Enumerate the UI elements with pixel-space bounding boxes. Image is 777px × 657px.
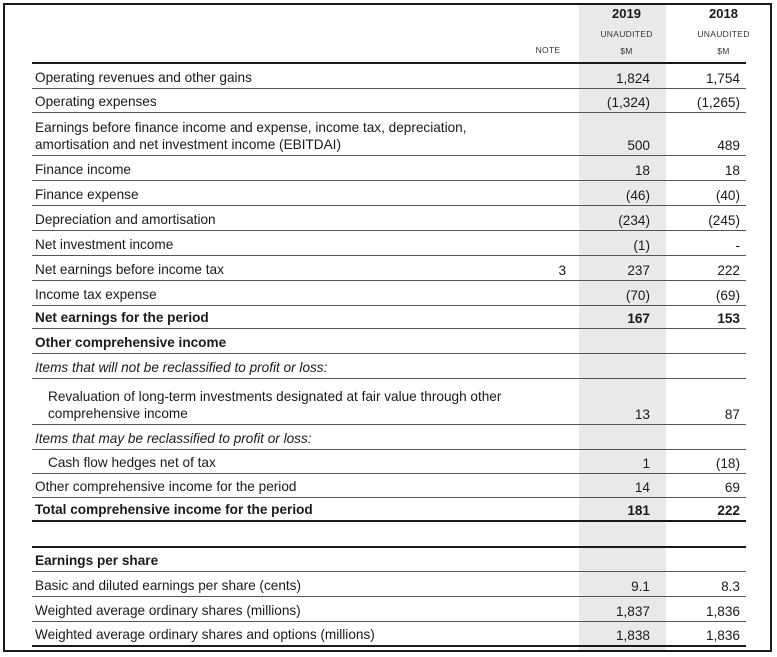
value-2019: 1,837	[615, 604, 650, 619]
value-2018: 222	[717, 263, 740, 278]
row-label: Finance expense	[35, 187, 139, 202]
value-2018: 18	[724, 163, 740, 178]
row-label: Net earnings for the period	[35, 310, 209, 325]
header-status-2018: UNAUDITED	[697, 29, 750, 39]
header-unit-2018: $M	[717, 46, 730, 56]
value-2019: (1,324)	[606, 95, 650, 110]
row-label: Basic and diluted earnings per share (cents)	[35, 578, 301, 593]
table-row	[32, 181, 746, 205]
value-2018: (18)	[715, 456, 740, 471]
value-2018: (1,265)	[696, 95, 740, 110]
subheading-not-reclassified	[32, 354, 746, 378]
row-label: Depreciation and amortisation	[35, 212, 216, 227]
value-2018: 87	[724, 407, 740, 422]
value-2019: 167	[627, 311, 650, 326]
value-2019: (46)	[625, 188, 650, 203]
table-row	[32, 281, 746, 305]
header-year-2019: 2019	[612, 6, 641, 21]
row-label: Net earnings before income tax	[35, 262, 224, 277]
value-2018: 69	[724, 480, 740, 495]
total-rule	[32, 520, 746, 522]
row-label: Revaluation of long-term investments designated at fair value through other comprehensive income	[48, 389, 502, 421]
value-2019: 18	[634, 163, 650, 178]
column-header-2019	[583, 6, 670, 56]
table-row	[32, 206, 746, 230]
value-2018: 489	[717, 138, 740, 153]
section-heading-eps	[32, 547, 746, 571]
row-label: Total comprehensive income for the period	[35, 502, 313, 517]
value-2019: 1	[642, 456, 650, 471]
value-2018: 1,836	[705, 628, 740, 643]
table-row	[32, 572, 746, 596]
value-2019: (234)	[618, 213, 650, 228]
row-label: Operating expenses	[35, 94, 157, 109]
value-2019: 1,838	[615, 628, 650, 643]
value-2019: (1)	[633, 238, 650, 253]
row-label: Income tax expense	[35, 287, 157, 302]
table-row	[32, 379, 746, 424]
table-row	[32, 256, 746, 280]
value-2018: (40)	[715, 188, 740, 203]
table-row-net-earnings	[32, 306, 746, 328]
value-2018: 222	[717, 503, 740, 518]
value-2018: 8.3	[721, 579, 740, 594]
table-row	[32, 231, 746, 255]
row-label: Cash flow hedges net of tax	[48, 455, 216, 470]
column-header-2018	[680, 6, 767, 56]
value-2019: 1,824	[615, 71, 650, 86]
value-2019: 500	[627, 138, 650, 153]
table-row	[32, 64, 746, 88]
table-row	[32, 113, 746, 155]
value-2018: -	[735, 238, 740, 253]
value-2019: 237	[627, 263, 650, 278]
table-row	[32, 622, 746, 645]
value-2018: (245)	[708, 213, 740, 228]
table-row	[32, 474, 746, 497]
value-2019: 14	[634, 480, 650, 495]
row-label: Weighted average ordinary shares and options (millions)	[35, 627, 375, 642]
row-label: Operating revenues and other gains	[35, 70, 252, 85]
value-2019: (70)	[625, 288, 650, 303]
value-2018: 1,754	[705, 71, 740, 86]
table-row-total-comprehensive-income	[32, 498, 746, 520]
table-row	[32, 597, 746, 621]
table-row	[32, 89, 746, 112]
subheading-may-be-reclassified	[32, 425, 746, 449]
note-reference: 3	[558, 263, 566, 278]
header-year-2018: 2018	[709, 6, 738, 21]
value-2018: (69)	[715, 288, 740, 303]
row-label: Other comprehensive income for the period	[35, 479, 297, 494]
table-row	[32, 156, 746, 180]
value-2019: 13	[634, 407, 650, 422]
header-status-2019: UNAUDITED	[600, 29, 653, 39]
value-2019: 9.1	[631, 579, 650, 594]
row-label: Net investment income	[35, 237, 174, 252]
table-row	[32, 450, 746, 473]
row-label: Weighted average ordinary shares (millions)	[35, 603, 301, 618]
header-unit-2019: $M	[620, 46, 633, 56]
row-label: Earnings before finance income and expense, income tax, depreciation, amortisation and net investment income (EBITDAI)	[35, 120, 467, 152]
eps-title: Earnings per share	[35, 553, 159, 568]
value-2018: 1,836	[705, 604, 740, 619]
row-label: Items that may be reclassified to profit or loss:	[35, 431, 312, 446]
header-note: NOTE	[535, 45, 561, 55]
value-2019: 181	[627, 503, 650, 518]
row-label: Finance income	[35, 162, 131, 177]
section-heading-oci	[32, 329, 746, 353]
row-label: Items that will not be reclassified to profit or loss:	[35, 360, 328, 375]
value-2018: 153	[717, 311, 740, 326]
bottom-rule	[32, 645, 746, 647]
row-label: Other comprehensive income	[35, 335, 227, 350]
